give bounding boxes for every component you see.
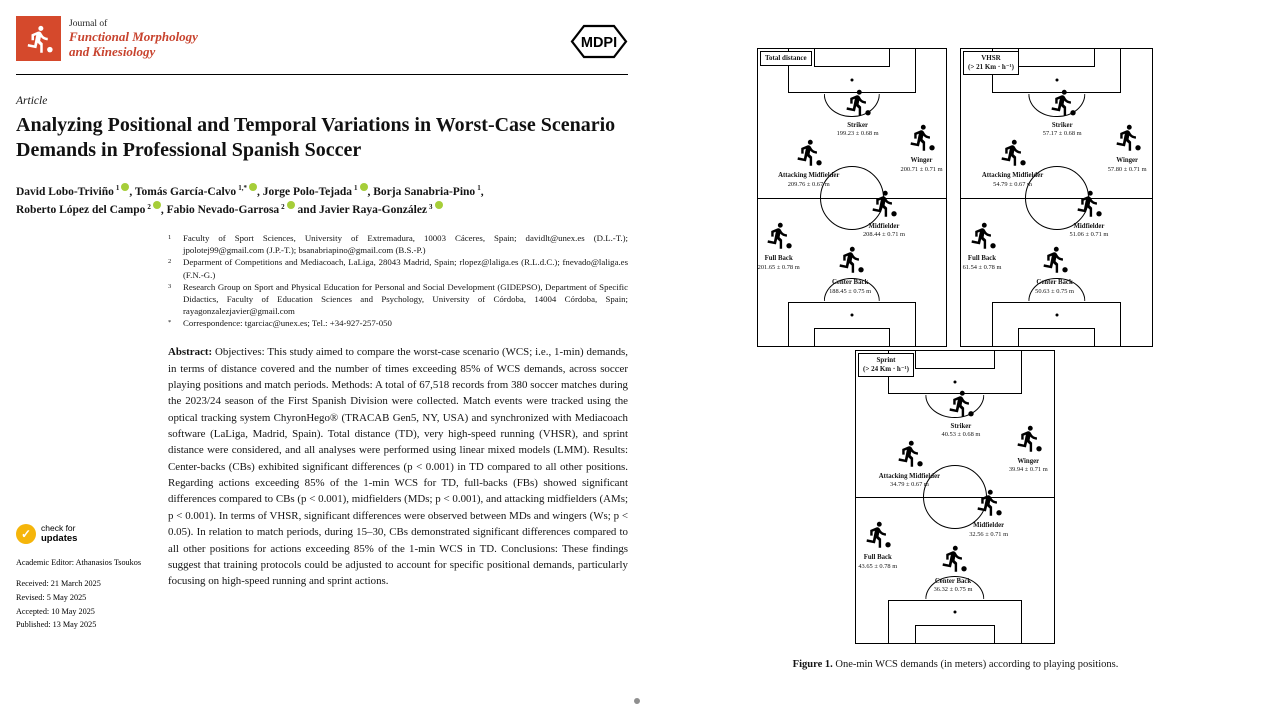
journal-prefix: Journal of	[69, 19, 108, 29]
check-for-updates-badge[interactable]	[16, 524, 158, 544]
journal-name-line1: Functional Morphology	[69, 29, 198, 44]
runner-icon	[863, 520, 892, 549]
author	[262, 183, 374, 198]
author-affil-marker: 2	[281, 202, 285, 211]
figure-caption-text: One-min WCS demands (in meters) according to playing positions.	[835, 659, 1119, 670]
author-name: Borja Sanabria-Pino	[373, 185, 476, 198]
journal-name	[69, 29, 198, 60]
orcid-icon[interactable]	[153, 201, 161, 209]
mdpi-logo-text: MDPI	[580, 35, 618, 51]
penalty-spot-bottom	[1055, 313, 1058, 316]
player-value: 61.54 ± 0.78 m	[962, 263, 1002, 271]
runner-icon	[974, 488, 1003, 517]
player-label: Full Back	[863, 554, 892, 562]
mdpi-logo	[570, 24, 628, 64]
player-value: 201.65 ± 0.78 m	[757, 263, 800, 271]
player-label: Full Back	[967, 255, 997, 263]
author	[16, 204, 167, 216]
runner-icon	[946, 389, 975, 418]
author-sep: ,	[367, 185, 374, 198]
author-name: Tomás García-Calvo	[134, 185, 237, 198]
runner-icon	[1113, 123, 1142, 152]
player-label: Striker	[950, 422, 972, 430]
player-label: Attacking Midfielder	[878, 472, 941, 480]
runner-icon	[1048, 88, 1077, 117]
penalty-spot-bottom	[954, 611, 957, 614]
panel-subtitle-text: (> 21 Km · h⁻¹)	[968, 63, 1014, 72]
player-value: 36.32 ± 0.75 m	[933, 586, 973, 594]
correspondence-text: Correspondence: tgarciac@unex.es; Tel.: +34-927-257-050	[183, 318, 392, 329]
author-name: David Lobo-Triviño	[16, 185, 114, 198]
player-value: 209.76 ± 0.67 m	[787, 180, 830, 188]
author-affil-marker: 2	[147, 202, 151, 211]
authors-line-1	[16, 183, 628, 202]
page-header	[16, 16, 628, 64]
journal-logo	[16, 16, 61, 61]
abstract-text: Objectives: This study aimed to compare the worst-case scenario (WCS; i.e., 1-min) demands, in terms of distance covered and the number of times exceeding 85% of WCS demands, across soccer playing positions and match periods. Methods: A total of 67,518 records from 380 soccer matches during the 2023/24 season of the First Spanish Division were collected. Match events were tracked using the optical tracking system ChyronHego® (TRACAB Gen5, NY, USA) and synchronized with Mediacoach software (LaLiga, Madrid, Spain). Total distance (TD), very high-speed running (VHSR), and sprint distance were considered, and all analyses were performed using linear mixed models (LMM). Results: Center-backs (CBs) exhibited significant differences (p < 0.001) in TD compared to all other positions. Regarding actions exceeding 85% of the 1-min WCS for TD, full-backs (FBs) showed significant differences compared to CBs (p < 0.001), midfielders (MDs; p < 0.001), and attacking midfielders (AMs; p < 0.001). In terms of VHSR, significant differences were observed between MDs and wingers (Ws; p < 0.05). In relation to match periods, during 15–30, CBs demonstrated significant differences compared to all other positions for actions exceeding 85% of the 1-min WCS in TD. Conclusions: These findings suggest that training protocols could be adjusted to account for specific positional demands, particularly focusing on high-speed running and sprint actions.	[168, 346, 628, 588]
player-center-back	[806, 245, 894, 295]
player-label: Midfielder	[868, 222, 900, 230]
player-center-back	[909, 544, 997, 594]
panel-title-text: Total distance	[765, 54, 807, 62]
player-label: Center Back	[934, 577, 972, 585]
badge-line2: updates	[41, 532, 78, 544]
date-revised: Revised: 5 May 2025	[16, 592, 87, 602]
badge-text	[41, 524, 77, 544]
abstract-label: Abstract:	[168, 346, 213, 359]
affiliation-row	[168, 281, 628, 317]
runner-icon	[939, 544, 968, 573]
affiliation-marker: 2	[168, 258, 172, 266]
correspondence-row	[168, 317, 628, 329]
player-value: 40.53 ± 0.68 m	[941, 431, 981, 439]
goal-box-bottom	[1018, 328, 1094, 347]
player-center-back	[1011, 245, 1099, 295]
panel-title-text: VHSR	[981, 54, 1001, 62]
runner-icon	[968, 221, 997, 250]
runner-icon	[895, 439, 924, 468]
author	[167, 204, 319, 216]
goal-box-top	[1018, 48, 1094, 67]
penalty-spot-top	[954, 380, 957, 383]
player-value: 208.44 ± 0.71 m	[862, 231, 905, 239]
player-label: Midfielder	[973, 522, 1005, 530]
date-received: Received: 21 March 2025	[16, 579, 101, 589]
player-label: Center Back	[1036, 279, 1073, 287]
badge-line1: check for	[41, 523, 76, 533]
author-affil-marker: 1,*	[238, 183, 247, 192]
affiliations	[168, 232, 628, 329]
journal-logo-runner-icon	[24, 24, 54, 54]
author-affil-marker: 1	[115, 183, 120, 192]
article-dates	[16, 577, 158, 632]
player-value: 34.79 ± 0.67 m	[890, 481, 929, 489]
journal-name-line2: and Kinesiology	[69, 44, 156, 60]
author	[373, 183, 484, 198]
date-accepted: Accepted: 10 May 2025	[16, 606, 95, 616]
player-label: Attacking Midfielder	[778, 172, 840, 180]
date-published: Published: 13 May 2025	[16, 620, 97, 630]
goal-box-bottom	[915, 625, 994, 644]
authors	[16, 183, 628, 221]
affiliation-text: Deparment of Competitions and Mediacoach, LaLiga, 28043 Madrid, Spain; rlopez@laliga.es (R.L.d.C.); fnevado@laliga.es (F.N.-G.)	[183, 257, 628, 280]
pitch-vhsr	[960, 48, 1153, 347]
affiliation-marker: 1	[168, 234, 172, 242]
player-label: Winger	[1017, 458, 1040, 465]
page-indicator-dot	[634, 698, 640, 704]
player-value: 51.06 ± 0.71 m	[1069, 231, 1109, 239]
affiliation-row	[168, 256, 628, 280]
panel-title	[858, 353, 914, 377]
page-title: Analyzing Positional and Temporal Variations in Worst-Case Scenario Demands in Professional Spanish Soccer	[16, 114, 616, 161]
correspondence-marker: *	[168, 319, 172, 327]
panel-subtitle-text: (> 24 Km · h⁻¹)	[863, 365, 909, 374]
player-label: Striker	[847, 121, 868, 129]
affiliation-text: Research Group on Sport and Physical Education for Personal and Social Development (GIDEPSO), Department of Specific Didactics, Faculty of Education Sciences and Psychology, University of Córdoba, 14004 Córdoba, Spain; rayagonzalezjavier@gmail.com	[183, 281, 628, 316]
author-affil-marker: 1	[477, 183, 481, 192]
pitch-total-distance	[757, 48, 947, 347]
authors-line-2	[16, 201, 628, 220]
article-type-label: Article	[16, 95, 48, 107]
author	[319, 204, 443, 216]
author-name: Javier Raya-González	[318, 204, 428, 217]
figure-caption-label: Figure 1.	[792, 659, 833, 670]
player-value: 32.56 ± 0.71 m	[969, 530, 1009, 538]
author-name: Jorge Polo-Tejada	[262, 185, 353, 198]
player-value: 57.80 ± 0.71 m	[1107, 165, 1147, 173]
author-sep: ,	[160, 204, 167, 217]
player-winger	[984, 424, 1072, 474]
player-value: 57.17 ± 0.68 m	[1042, 130, 1082, 138]
author-name: Fabio Nevado-Garrosa	[166, 204, 280, 217]
player-value: 200.71 ± 0.71 m	[900, 165, 943, 173]
abstract	[168, 344, 628, 589]
author	[16, 183, 135, 198]
runner-icon	[1074, 189, 1103, 218]
affiliation-text: Faculty of Sport Sciences, University of Extremadura, 10003 Cáceres, Spain; davidlt@unex.es (D.L.-T.); jpolotej99@gmail.com (J.P.-T.); bsanabriapino@gmail.com (B.S.-P.)	[183, 233, 628, 256]
player-value: 199.23 ± 0.68 m	[836, 130, 879, 138]
player-attacking-midfielder	[765, 138, 853, 188]
author-affil-marker: 3	[429, 202, 433, 211]
orcid-icon[interactable]	[287, 201, 295, 209]
player-label: Striker	[1051, 121, 1073, 129]
panel-title	[963, 51, 1019, 75]
author-name: Roberto López del Campo	[16, 204, 146, 217]
player-value: 39.94 ± 0.71 m	[1008, 466, 1048, 474]
player-winger	[1083, 123, 1171, 173]
author-sep: ,	[129, 185, 135, 198]
player-label: Center Back	[831, 279, 869, 287]
player-midfielder	[840, 189, 928, 239]
runner-icon	[794, 138, 823, 167]
author-sep: ,	[256, 185, 263, 198]
check-icon: ✓	[16, 524, 36, 544]
author-sep: ,	[480, 185, 484, 198]
runner-icon	[869, 189, 898, 218]
player-value: 50.63 ± 0.75 m	[1035, 287, 1074, 295]
journal-title-block	[69, 16, 198, 60]
player-label: Attacking Midfielder	[981, 172, 1044, 180]
goal-box-top	[814, 48, 889, 67]
runner-icon	[998, 138, 1027, 167]
player-winger	[878, 123, 966, 173]
article-meta-sidebar	[16, 524, 158, 632]
orcid-icon[interactable]	[360, 183, 368, 191]
orcid-icon[interactable]	[435, 201, 443, 209]
penalty-spot-bottom	[851, 313, 854, 316]
goal-box-bottom	[814, 328, 889, 347]
panel-title	[760, 51, 812, 66]
paper-page	[16, 16, 628, 590]
player-label: Midfielder	[1073, 222, 1105, 230]
player-attacking-midfielder	[865, 439, 953, 489]
figure-1	[757, 48, 1154, 678]
panel-title-text: Sprint	[876, 356, 896, 364]
player-label: Winger	[1116, 157, 1139, 165]
runner-icon	[843, 88, 872, 117]
player-label: Full Back	[764, 255, 793, 263]
academic-editor: Academic Editor: Athanasios Tsoukos	[16, 558, 142, 568]
runner-icon	[836, 245, 865, 274]
player-value: 54.79 ± 0.67 m	[993, 180, 1032, 188]
runner-icon	[764, 221, 793, 250]
penalty-spot-top	[851, 79, 854, 82]
runner-icon	[1014, 424, 1043, 453]
goal-box-top	[915, 350, 994, 369]
pitch-sprint	[855, 350, 1055, 644]
author	[134, 183, 263, 198]
header-divider	[16, 74, 628, 75]
player-value: 188.45 ± 0.75 m	[829, 287, 872, 295]
orcid-icon[interactable]	[249, 183, 257, 191]
player-attacking-midfielder	[969, 138, 1057, 188]
penalty-spot-top	[1055, 79, 1058, 82]
author-sep: and	[294, 204, 319, 217]
author-affil-marker: 1	[354, 183, 358, 192]
affiliation-marker: 3	[168, 282, 172, 290]
affiliation-row	[168, 232, 628, 256]
runner-icon	[907, 123, 936, 152]
runner-icon	[1040, 245, 1069, 274]
player-value: 43.65 ± 0.78 m	[858, 562, 898, 570]
player-midfielder	[1045, 189, 1133, 239]
player-label: Winger	[910, 157, 933, 165]
figure-caption	[757, 659, 1154, 670]
player-midfielder	[945, 488, 1033, 538]
